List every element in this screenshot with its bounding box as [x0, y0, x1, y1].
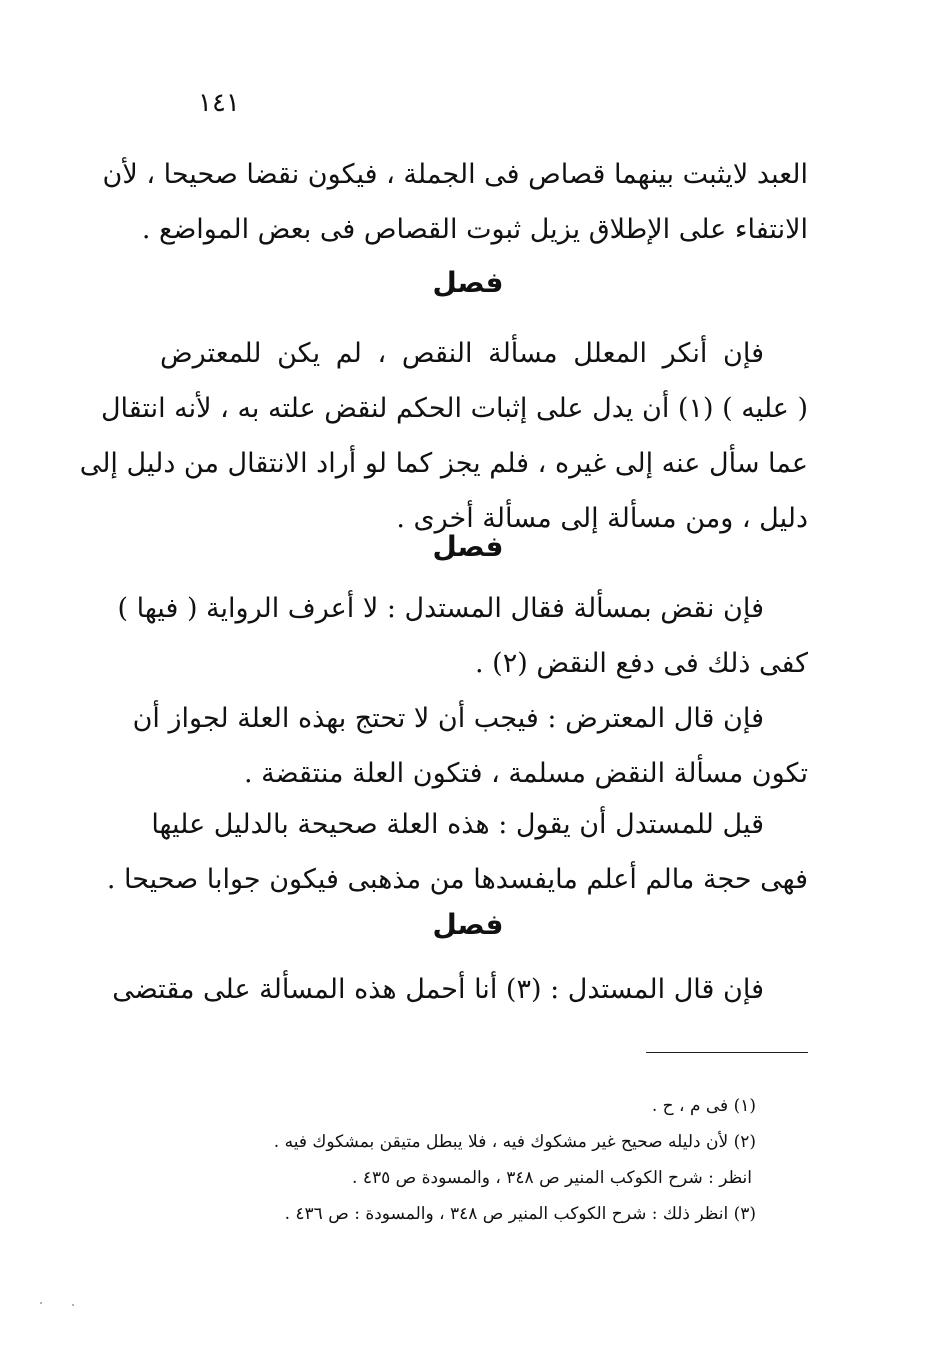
paragraph-1 — [102, 147, 808, 257]
paragraph-5 — [106, 797, 808, 907]
text-line: دليل ، ومن مسألة إلى مسألة أخرى . — [396, 503, 808, 534]
footnote-separator — [646, 1052, 808, 1053]
paragraph-6 — [112, 962, 808, 1017]
section-heading — [0, 266, 936, 299]
text-line: فإن قال المعترض : فيجب أن لا تحتج بهذه العلة لجواز أن — [132, 703, 764, 734]
text-line: فإن قال المستدل : (٣) أنا أحمل هذه المسألة على مقتضى — [112, 974, 764, 1005]
section-heading — [0, 530, 936, 563]
text-line: الانتفاء على الإطلاق يزيل ثبوت القصاص فى بعض المواضع . — [141, 214, 808, 245]
paragraph-4 — [132, 691, 808, 801]
section-heading — [0, 908, 936, 941]
text-line: فإن نقض بمسألة فقال المستدل : لا أعرف الرواية ( فيها ) — [117, 593, 764, 624]
text-line: تكون مسألة النقض مسلمة ، فتكون العلة منتقضة . — [243, 758, 808, 789]
text-line: قيل للمستدل أن يقول : هذه العلة صحيحة بالدليل عليها — [151, 809, 764, 840]
scan-speck — [40, 1302, 42, 1304]
section-heading-text: فصل — [432, 266, 504, 299]
page-number: ١٤١ — [198, 88, 240, 118]
scan-speck — [72, 1304, 74, 1306]
text-line: فهى حجة مالم أعلم مايفسدها من مذهبى فيكون جوابا صحيحا . — [106, 864, 808, 895]
footnote: (٢) لأن دليله صحيح غير مشكوك فيه ، فلا يبطل متيقن بمشكوك فيه . — [273, 1132, 756, 1152]
footnote: انظر : شرح الكوكب المنير ص ٣٤٨ ، والمسودة ص ٤٣٥ . — [352, 1168, 752, 1188]
section-heading-text: فصل — [432, 908, 504, 941]
paragraph-2 — [79, 326, 808, 546]
text-line: ( عليه ) (١) أن يدل على إثبات الحكم لنقض علته به ، لأنه انتقال — [100, 393, 808, 424]
text-line: عما سأل عنه إلى غيره ، فلم يجز كما لو أراد الانتقال من دليل إلى — [79, 448, 808, 479]
footnotes — [160, 1088, 756, 1232]
footnote: (٣) انظر ذلك : شرح الكوكب المنير ص ٣٤٨ ، والمسودة : ص ٤٣٦ . — [284, 1204, 756, 1224]
text-line: كفى ذلك فى دفع النقض (٢) . — [474, 648, 808, 679]
text-line: العبد لايثبت بينهما قصاص فى الجملة ، فيكون نقضا صحيحا ، لأن — [102, 159, 808, 190]
section-heading-text: فصل — [432, 530, 504, 563]
text-line: فإن أنكر المعلل مسألة النقص ، لم يكن للمعترض — [160, 338, 764, 369]
paragraph-3 — [117, 581, 808, 691]
footnote: (١) فى م ، ح . — [651, 1096, 756, 1116]
